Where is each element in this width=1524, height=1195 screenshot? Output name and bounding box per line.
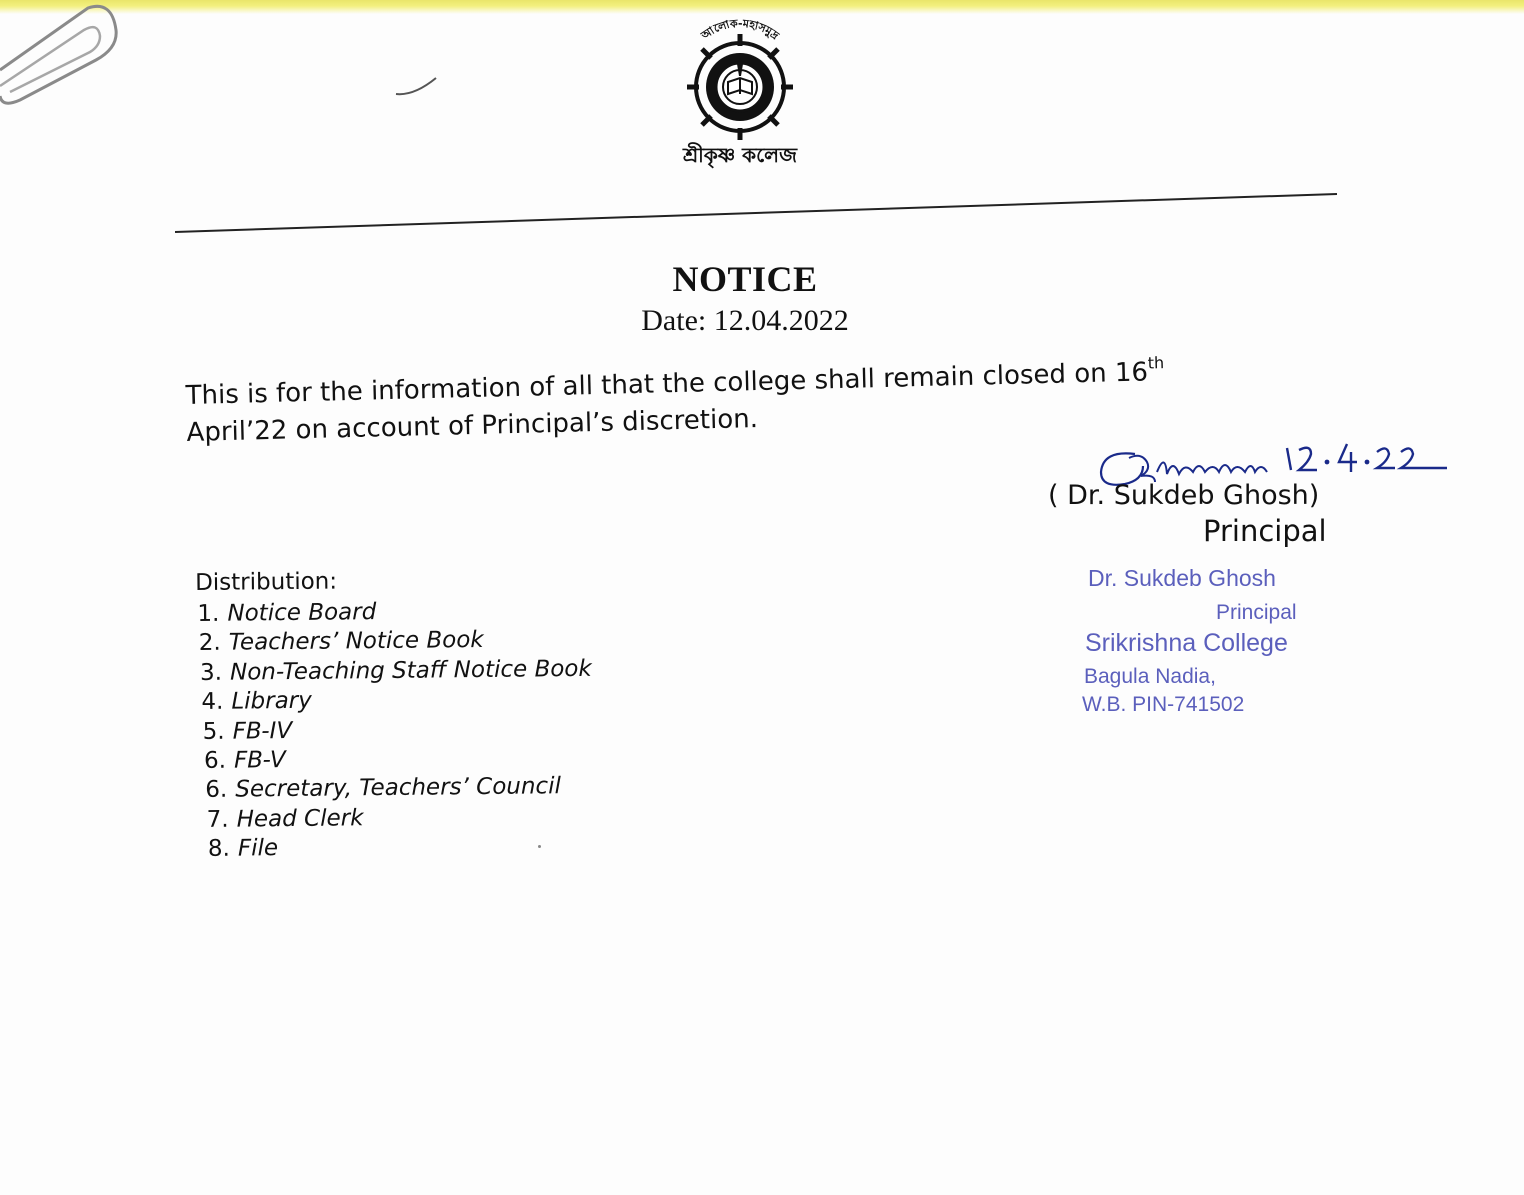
list-item-number: 3. <box>199 659 223 686</box>
list-item-number: 7. <box>206 806 229 833</box>
list-item-text: FB-IV <box>232 717 293 745</box>
stamp-designation: Principal <box>1216 601 1297 624</box>
list-item-number: 6. <box>205 777 228 804</box>
list-item-number: 5. <box>202 718 225 745</box>
list-item <box>197 743 593 777</box>
notice-body <box>185 342 1247 452</box>
list-item <box>196 625 592 659</box>
distribution-list <box>195 596 593 865</box>
list-item-text: Non-Teaching Staff Notice Book <box>229 655 592 686</box>
speck-mark <box>538 845 541 848</box>
list-item-text: Library <box>231 687 312 715</box>
header-divider <box>175 190 1340 240</box>
svg-text:আলোক-মহাসমুদ্র: আলোক-মহাসমুদ্র <box>698 16 782 43</box>
list-item <box>197 772 593 806</box>
list-item <box>197 713 593 747</box>
list-item-text: Teachers’ Notice Book <box>228 627 484 657</box>
list-item-text: FB-V <box>233 747 286 774</box>
distribution-heading: Distribution: <box>195 568 338 596</box>
list-item-number: 6. <box>203 747 227 774</box>
list-item-text: Notice Board <box>227 599 377 627</box>
stamp-pin: W.B. PIN-741502 <box>1082 693 1245 716</box>
svg-text:শ্রীকৃষ্ণ কলেজ: শ্রীকৃষ্ণ কলেজ <box>683 143 797 167</box>
stamp-address: Bagula Nadia, <box>1084 665 1216 688</box>
notice-body-line2: April’22 on account of Principal’s discretion. <box>186 404 759 448</box>
notice-body-line1: This is for the information of all that the college shall remain closed on 16 <box>185 357 1149 411</box>
list-item <box>195 596 591 630</box>
list-item <box>196 655 592 689</box>
list-item-text: Secretary, Teachers’ Council <box>235 773 562 803</box>
notice-date: Date: 12.04.2022 <box>641 304 849 337</box>
notice-title: NOTICE <box>672 259 818 299</box>
list-item-text: File <box>237 835 279 862</box>
signatory-title: Principal <box>1203 514 1327 548</box>
list-item-text: Head Clerk <box>236 804 364 833</box>
list-item <box>198 831 594 865</box>
signatory-name: ( Dr. Sukdeb Ghosh) <box>1048 480 1320 511</box>
list-item-number: 8. <box>207 835 231 863</box>
stamp-name: Dr. Sukdeb Ghosh <box>1088 565 1276 591</box>
list-item-number: 2. <box>198 630 221 657</box>
stamp-institution: Srikrishna College <box>1085 629 1288 657</box>
college-emblem-icon <box>650 12 830 172</box>
distribution-section <box>195 566 594 865</box>
list-item <box>197 802 593 836</box>
tick-mark-icon <box>392 74 440 100</box>
list-item-number: 1. <box>197 600 220 627</box>
paper-clip-icon <box>0 0 130 110</box>
ordinal-suffix: th <box>1147 353 1165 373</box>
list-item-number: 4. <box>201 688 224 716</box>
list-item <box>196 684 592 718</box>
